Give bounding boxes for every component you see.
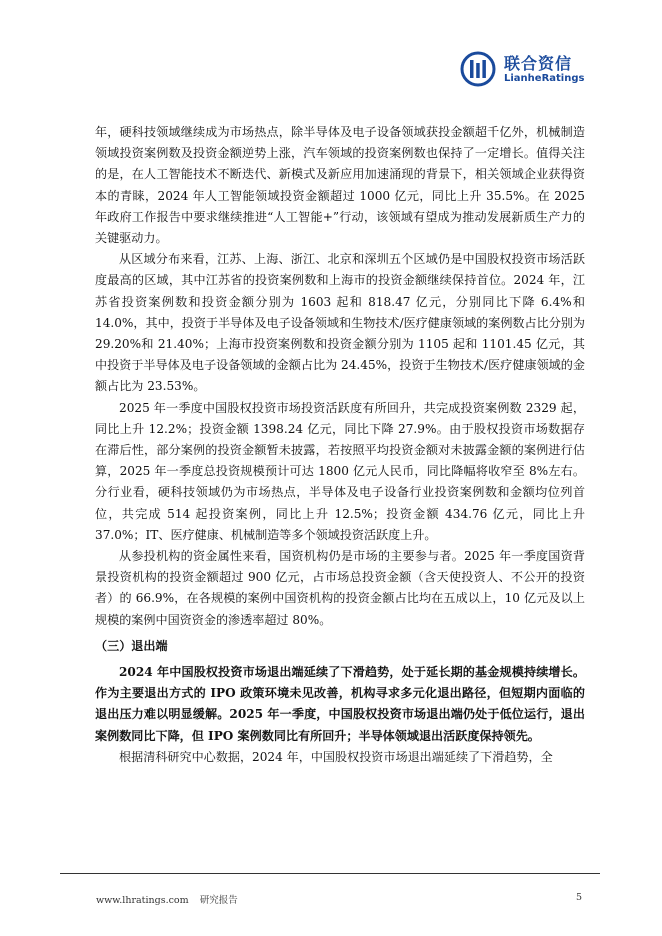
footer-info — [96, 892, 246, 906]
logo-chinese-name: 联合资信 — [504, 54, 573, 73]
report-body — [95, 122, 585, 768]
paragraph-exit-summary: 2024 年中国股权投资市场退出端延续了下滑趋势，处于延长期的基金规模持续增长。作为主要退出方式的 IPO 政策环境未见改善，机构寻求多元化退出路径，但短期内面临的退出压力难以明显缓解。2025 年一季度，中国股权投资市场退出端仍处于低位运行，退出案例数同比下降，但 IPO 案例数同比有所回升；半导体领域退出活跃度保持领先。 — [95, 665, 585, 743]
paragraph-industry-hotspots: 年，硬科技领域继续成为市场热点，除半导体及电子设备领域获投金额超千亿外，机械制造领域投资案例数及投资金额逆势上涨，汽车领域的投资案例数也保持了一定增长。值得关注的是，在人工智能技术不断迭代、新模式及新应用加速涌现的背景下，相关领域企业获得资本的青睐，2024 年人工智能领域投资金额超过 1000 亿元，同比上升 35.5%。在 2025 年政府工作报告中要求继续推进“人工智能+”行动，该领域有望成为推动发展新质生产力的关键驱动力。 — [95, 125, 585, 246]
page-number: 5 — [575, 892, 582, 903]
section-heading-exit: （三）退出端 — [95, 638, 168, 653]
paragraph-exit-detail: 根据清科研究中心数据，2024 年，中国股权投资市场退出端延续了下滑趋势，全 — [119, 749, 553, 764]
paragraph-q1-2025-investment: 2025 年一季度中国股权投资市场投资活跃度有所回升，共完成投资案例数 2329 起，同比上升 12.2%；投资金额 1398.24 亿元，同比下降 27.9%。由于股权投资市场数据存在滞后性，部分案例的投资金额暂未披露，若按照平均投资金额对未披露金额的案例进行估算，2025 年一季度总投资规模预计可达 1800 亿元人民币，同比降幅将收窄至 8%左右。分行业看，硬科技领域仍为市场热点，半导体及电子设备行业投资案例数和金额均位列首位，共完成 514 起投资案例，同比上升 12.5%；投资金额 434.76 亿元，同比上升 37.0%；IT、医疗健康、机械制造等多个领域投资活跃度上升。 — [95, 400, 585, 542]
logo — [460, 50, 600, 90]
footer-divider — [60, 873, 600, 874]
footer-website: www.lhratings.com — [96, 895, 189, 906]
logo-english-name: LianheRatings — [504, 73, 585, 84]
paragraph-regional-distribution: 从区域分布来看，江苏、上海、浙江、北京和深圳五个区域仍是中国股权投资市场活跃度最高的区域，其中江苏省的投资案例数和上海市的投资金额继续保持首位。2024 年，江苏省投资案例数和投资金额分别为 1603 起和 818.47 亿元，分别同比下降 6.4%和 14.0%，其中，投资于半导体及电子设备领域和生物技术/医疗健康领域的案例数占比分别为 29.20%和 21.40%；上海市投资案例数和投资金额分别为 1105 起和 1101.45 亿元，其中投资于半导体及电子设备领域的金额占比为 24.45%，投资于生物技术/医疗健康领域的金额占比为 23.53%。 — [95, 252, 585, 394]
footer-report-type: 研究报告 — [199, 895, 238, 906]
lianhe-logo-icon — [460, 51, 496, 87]
paragraph-state-capital: 从参投机构的资金属性来看，国资机构仍是市场的主要参与者。2025 年一季度国资背景投资机构的投资金额超过 900 亿元，占市场总投资金额（含天使投资人、不公开的投资者）的 66.9%，在各规模的案例中国资机构的投资金额占比均在五成以上，10 亿元及以上规模的案例中国资资金的渗透率超过 80%。 — [95, 549, 585, 627]
